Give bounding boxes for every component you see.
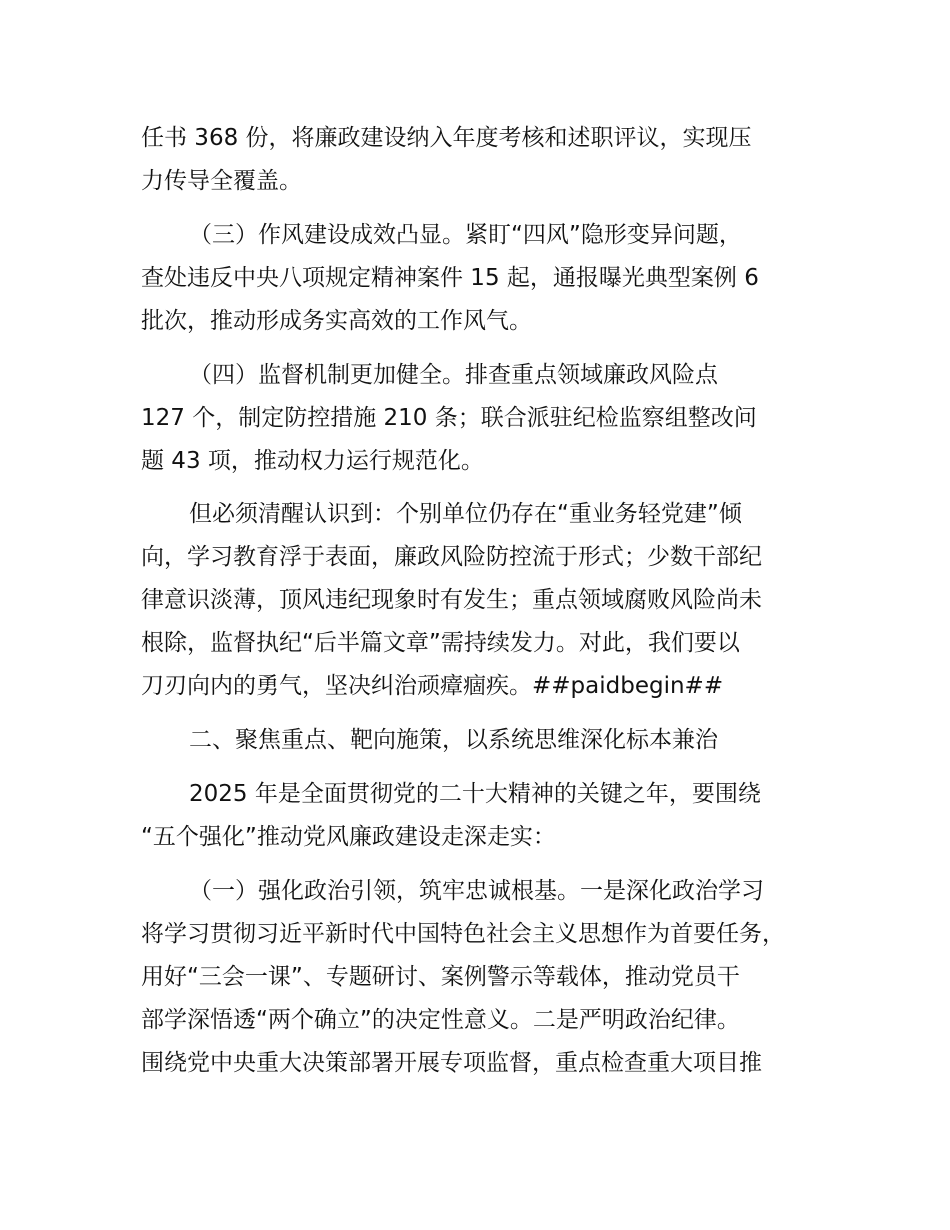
- text-line: 刀刃向内的勇气，坚决纠治顽瘴痼疾。##paidbegin##: [141, 673, 724, 699]
- text-line: 批次，推动形成务实高效的工作风气。: [141, 308, 532, 334]
- text-line: 查处违反中央八项规定精神案件 15 起，通报曝光典型案例 6: [141, 265, 759, 291]
- text-line: 律意识淡薄，顶风违纪现象时有发生；重点领域腐败风险尚未: [141, 587, 762, 613]
- text-line: 围绕党中央重大决策部署开展专项监督，重点检查重大项目推: [141, 1050, 762, 1076]
- section-heading: 二、聚焦重点、靶向施策，以系统思维深化标本兼治: [189, 727, 718, 753]
- text-line: 任书 368 份，将廉政建设纳入年度考核和述职评议，实现压: [141, 125, 752, 151]
- text-line: 用好“三会一课”、专题研讨、案例警示等载体，推动党员干: [141, 964, 740, 990]
- paragraph-heading: （四）监督机制更加健全。排查重点领域廉政风险点: [189, 362, 718, 388]
- text-line: 部学深悟透“两个确立”的决定性意义。二是严明政治纪律。: [141, 1007, 740, 1033]
- paragraph-heading: （一）强化政治引领，筑牢忠诚根基。一是深化政治学习: [189, 878, 764, 904]
- text-line: 题 43 项，推动权力运行规范化。: [141, 448, 484, 474]
- paragraph-heading: （三）作风建设成效凸显。紧盯“四风”隐形变异问题，: [189, 222, 742, 248]
- text-line: 127 个，制定防控措施 210 条；联合派驻纪检监察组整改问: [141, 405, 757, 431]
- text-line: 力传导全覆盖。: [141, 168, 302, 194]
- text-line: “五个强化”推动党风廉政建设走深走实：: [141, 824, 556, 850]
- text-line: 但必须清醒认识到：个别单位仍存在“重业务轻党建”倾: [189, 501, 742, 527]
- text-line: 根除，监督执纪“后半篇文章”需持续发力。对此，我们要以: [141, 630, 740, 656]
- text-line: 将学习贯彻习近平新时代中国特色社会主义思想作为首要任务，: [141, 921, 785, 947]
- text-line: 2025 年是全面贯彻党的二十大精神的关键之年，要围绕: [189, 781, 761, 807]
- text-line: 向，学习教育浮于表面，廉政风险防控流于形式；少数干部纪: [141, 544, 762, 570]
